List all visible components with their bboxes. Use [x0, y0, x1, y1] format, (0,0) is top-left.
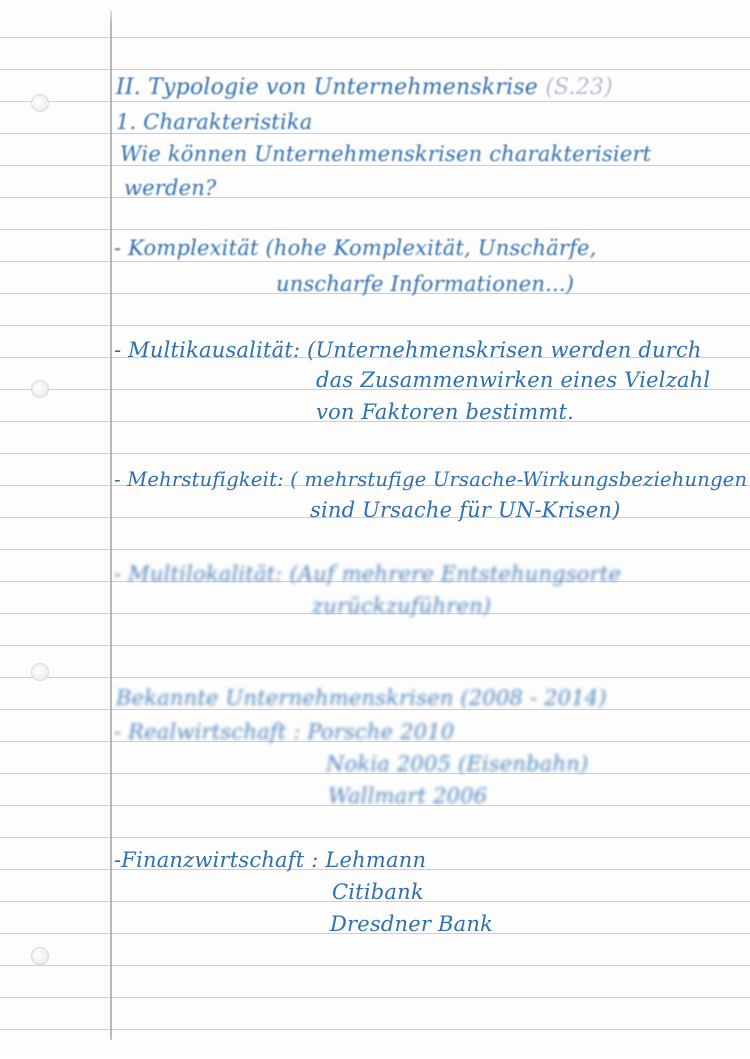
real-economy-item-3: Wallmart 2006	[328, 784, 488, 808]
section-heading-text: II. Typologie von Unternehmenskrise	[116, 75, 539, 100]
top-edge-fade	[0, 0, 750, 24]
item-multistage: - Mehrstufigkeit: ( mehrstufige Ursache-Wirkungsbeziehungen	[114, 468, 748, 491]
item-multicausality-cont-1: das Zusammenwirken eines Vielzahl	[316, 368, 711, 392]
margin-line	[110, 10, 112, 1040]
page-reference: (S.23)	[545, 75, 613, 100]
subheading: 1. Charakteristika	[116, 110, 313, 134]
punch-hole	[31, 663, 49, 681]
item-complexity: - Komplexität (hohe Komplexität, Unschärfe,	[114, 236, 597, 260]
item-multilocality-cont: zurückzuführen)	[312, 594, 492, 618]
item-multilocality: - Multilokalität: (Auf mehrere Entstehungsorte	[114, 562, 622, 586]
real-economy-line: - Realwirtschaft : Porsche 2010	[114, 720, 455, 744]
finance-economy-item-2: Citibank	[332, 880, 424, 904]
punch-hole	[31, 947, 49, 965]
punch-hole	[31, 94, 49, 112]
punch-hole	[31, 380, 49, 398]
question-line-2: werden?	[124, 176, 217, 200]
real-economy-item-2: Nokia 2005 (Eisenbahn)	[326, 752, 589, 776]
item-multicausality-cont-2: von Faktoren bestimmt.	[316, 400, 574, 424]
item-complexity-cont: unscharfe Informationen...)	[276, 272, 575, 296]
question-line-1: Wie können Unternehmenskrisen charakterisiert	[120, 142, 652, 166]
section-heading	[116, 72, 613, 104]
item-multistage-cont: sind Ursache für UN-Krisen)	[310, 498, 621, 522]
bottom-edge-fade	[0, 1035, 750, 1059]
finance-economy-item-3: Dresdner Bank	[330, 912, 493, 936]
item-multicausality: - Multikausalität: (Unternehmenskrisen werden durch	[114, 338, 702, 362]
known-crises-heading: Bekannte Unternehmenskrisen (2008 - 2014)	[116, 686, 607, 710]
finance-economy-line: -Finanzwirtschaft : Lehmann	[114, 848, 427, 872]
